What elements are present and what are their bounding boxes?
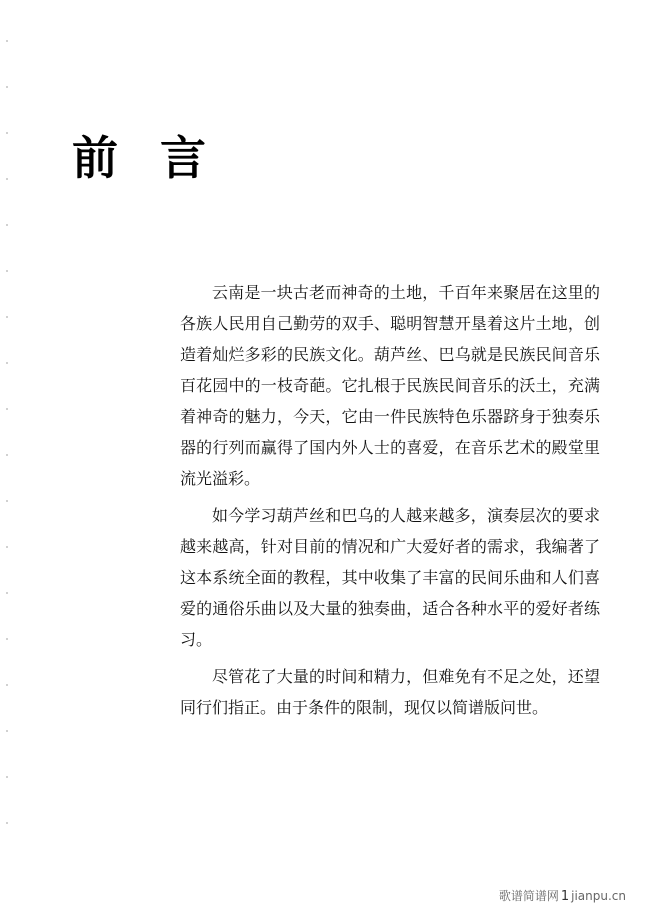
paragraph-1: 云南是一块古老而神奇的土地，千百年来聚居在这里的各族人民用自己勤劳的双手、聪明智慧开垦着这片土地，创造着灿烂多彩的民族文化。葫芦丝、巴乌就是民族民间音乐百花园中的一枝奇葩。它扎根于民族民间音乐的沃土，充满着神奇的魅力，今天，它由一件民族特色乐器跻身于独奏乐器的行列而赢得了国内外人士的喜爱，在音乐艺术的殿堂里流光溢彩。 (180, 283, 600, 488)
heading-char-1: 前 (72, 131, 118, 185)
page-number: 1 (560, 889, 570, 904)
paragraph-2: 如今学习葫芦丝和巴乌的人越来越多，演奏层次的要求越来越高，针对目前的情况和广大爱好者的需求，我编著了这本系统全面的教程，其中收集了丰富的民间乐曲和人们喜爱的通俗乐曲以及大量的独奏曲，适合各种水平的爱好者练习。 (180, 506, 600, 649)
watermark-site: jianpu.cn (571, 889, 626, 903)
paragraph-3: 尽管花了大量的时间和精力，但难免有不足之处，还望同行们指正。由于条件的限制，现仅以简谱版问世。 (180, 667, 600, 717)
page-footer (499, 887, 626, 904)
page-heading (72, 128, 206, 188)
heading-char-2: 言 (160, 131, 206, 185)
preface-body (180, 277, 600, 723)
watermark-text: 歌谱简谱网 (498, 889, 559, 903)
scan-edge-marks (6, 40, 8, 860)
